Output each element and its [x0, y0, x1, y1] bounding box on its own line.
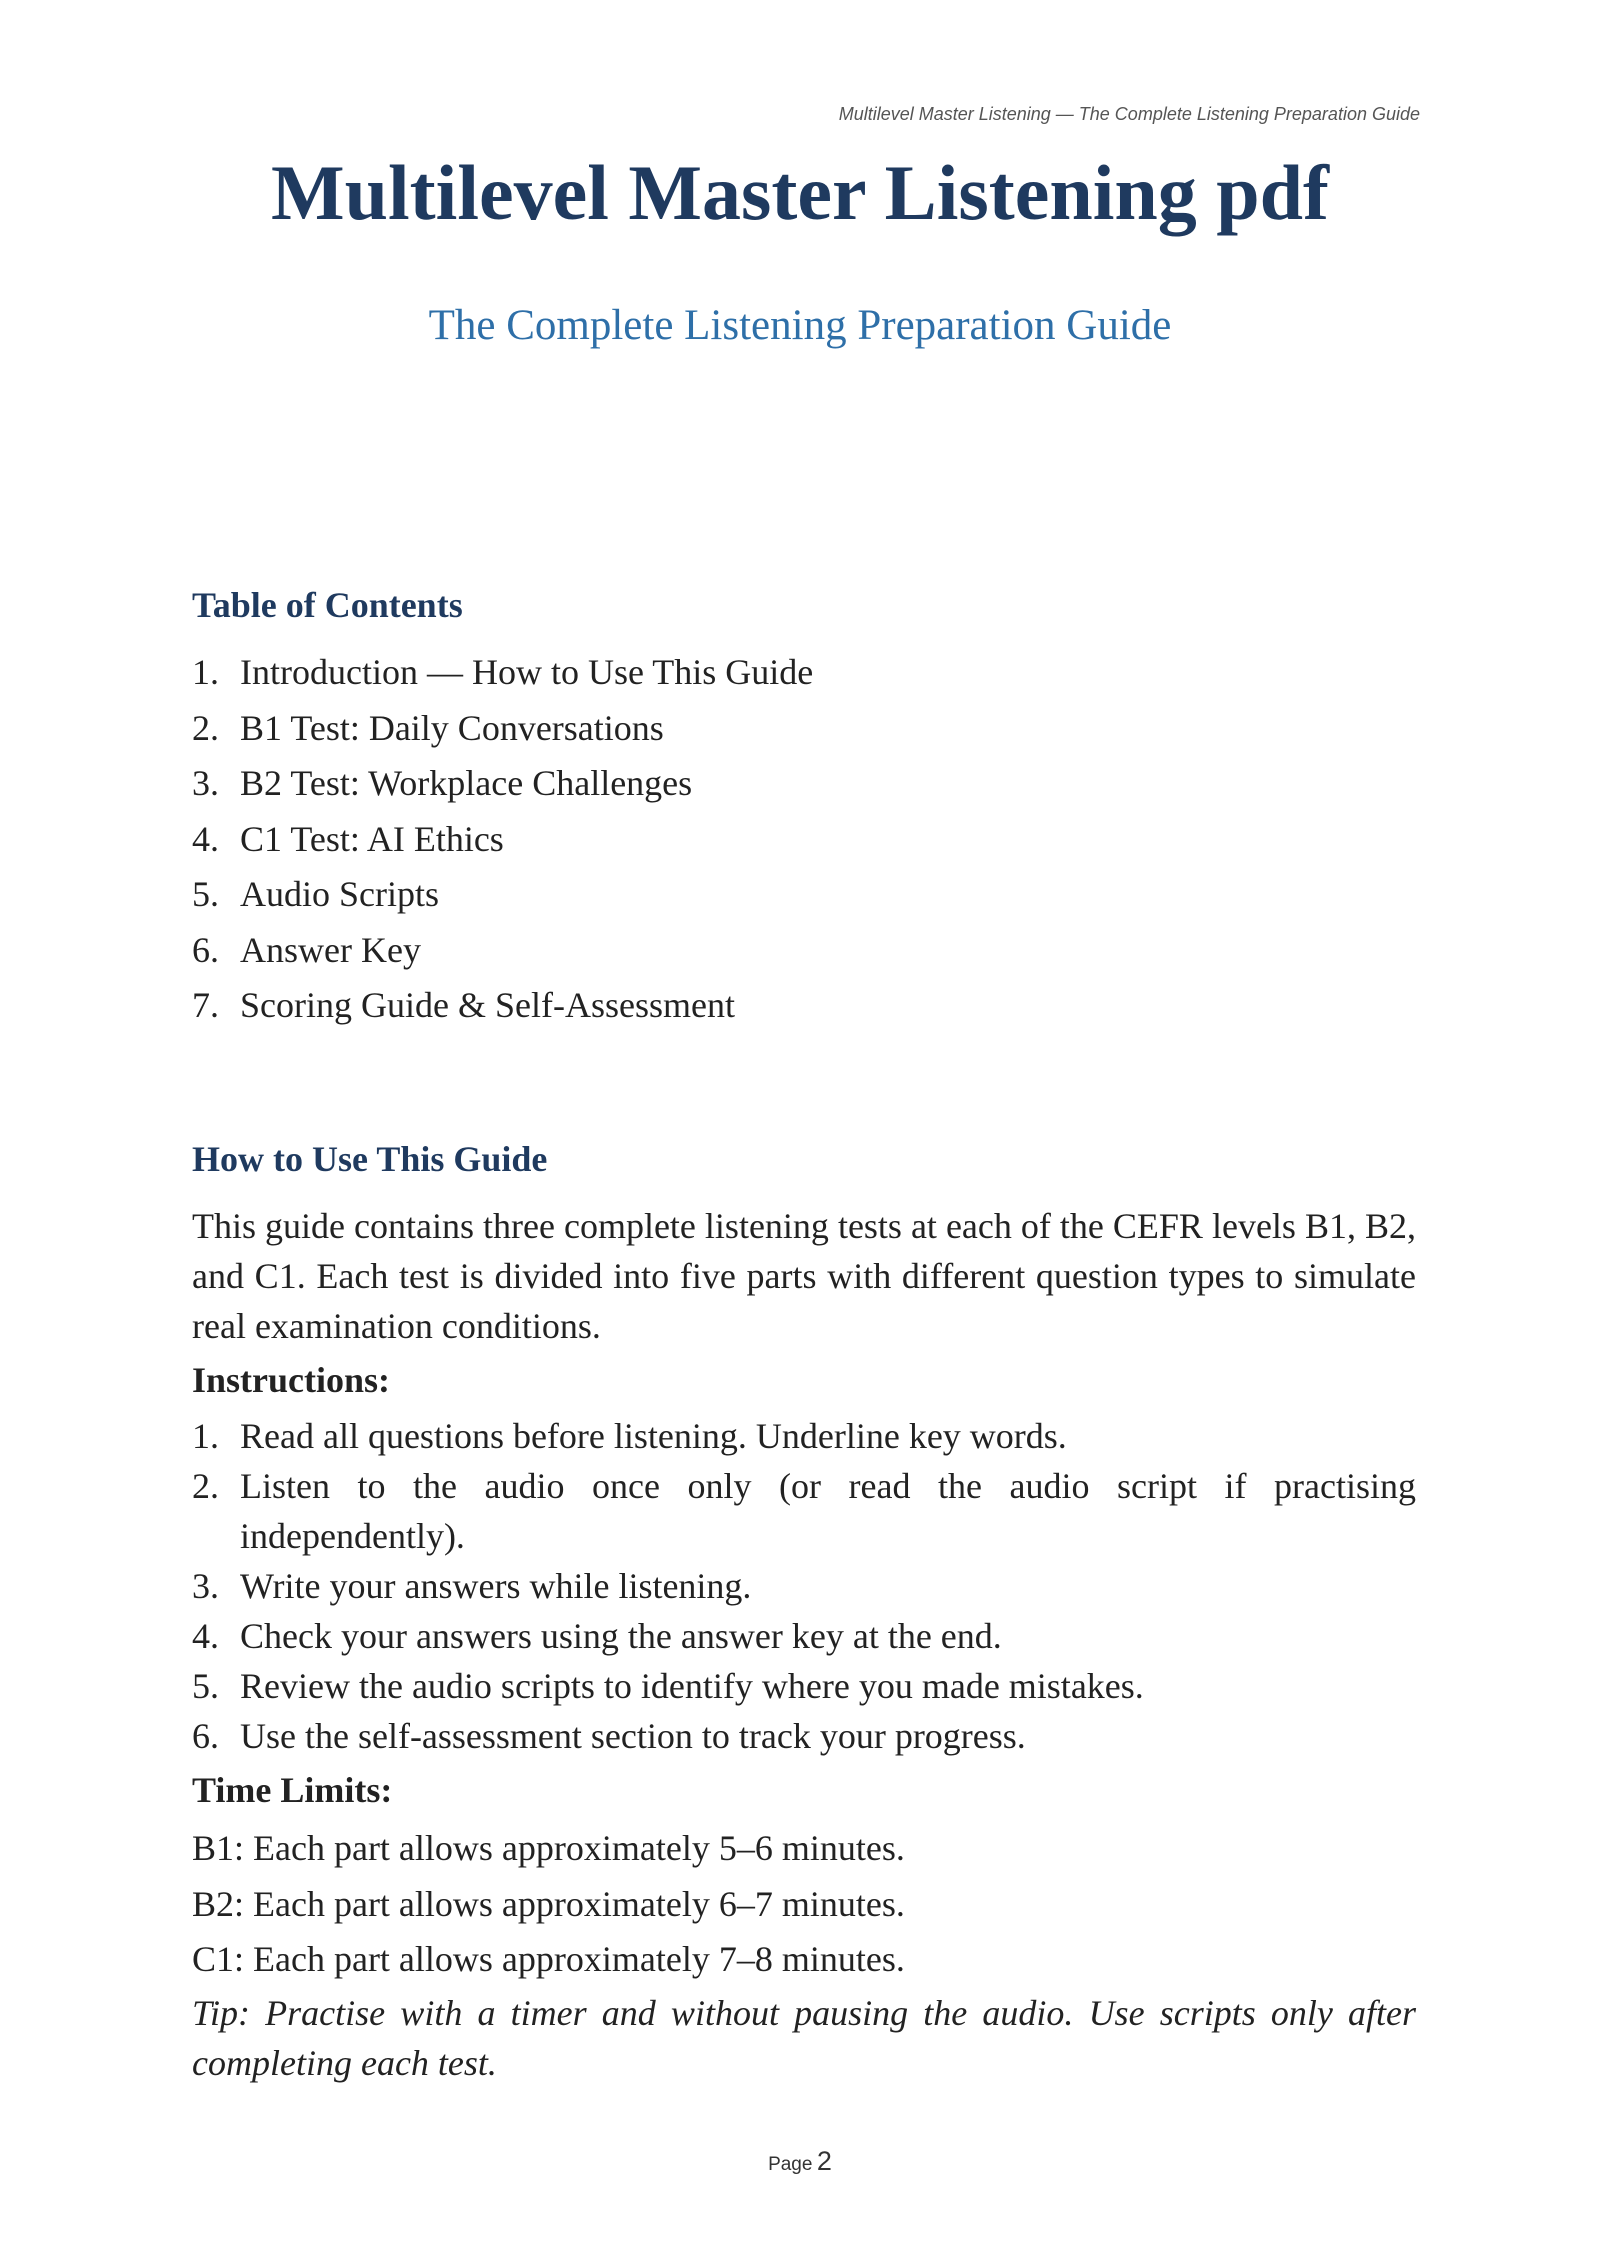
instruction-text: Check your answers using the answer key at the end.: [240, 1616, 1002, 1657]
toc-item-number: 4.: [192, 818, 219, 859]
instruction-number: 2.: [192, 1466, 219, 1507]
document-title: Multilevel Master Listening pdf: [271, 149, 1329, 236]
toc-item-text: B2 Test: Workplace Challenges: [240, 763, 693, 804]
toc-item: [192, 645, 1416, 701]
time-limit-c1: C1: Each part allows approximately 7–8 minutes.: [192, 1939, 905, 1980]
toc-item-number: 5.: [192, 874, 219, 915]
toc-item: [192, 812, 1416, 868]
instruction-text: Review the audio scripts to identify where you made mistakes.: [240, 1666, 1144, 1707]
toc-item-number: 7.: [192, 985, 219, 1026]
time-limit-b1: B1: Each part allows approximately 5–6 minutes.: [192, 1828, 905, 1869]
toc-item-text: Scoring Guide & Self-Assessment: [240, 985, 735, 1026]
guide-heading: How to Use This Guide: [192, 1139, 548, 1179]
toc-item-number: 6.: [192, 929, 219, 970]
document-subtitle: The Complete Listening Preparation Guide: [428, 302, 1172, 349]
toc-item: [192, 701, 1416, 757]
toc-item: [192, 923, 1416, 979]
toc-item-text: Introduction — How to Use This Guide: [240, 652, 814, 693]
toc-item-number: 1.: [192, 652, 219, 693]
instruction-number: 1.: [192, 1416, 219, 1457]
toc-item-text: C1 Test: AI Ethics: [240, 818, 504, 859]
toc-item: [192, 978, 1416, 1034]
toc-item: [192, 756, 1416, 812]
toc-item-text: Audio Scripts: [240, 874, 440, 915]
how-to-use-section: [192, 1138, 1416, 2124]
time-limit-b2: B2: Each part allows approximately 6–7 minutes.: [192, 1883, 905, 1924]
running-header: Multilevel Master Listening — The Complete Listening Preparation Guide: [838, 104, 1420, 124]
toc-item-number: 2.: [192, 707, 219, 748]
toc-item-text: B1 Test: Daily Conversations: [240, 707, 664, 748]
instruction-item: [192, 1661, 1416, 1711]
toc-list: [192, 645, 1416, 1034]
toc-item-text: Answer Key: [240, 929, 421, 970]
guide-intro-paragraph: This guide contains three complete listening tests at each of the CEFR levels B1, B2, and C1. Each test is divided into five parts with different question types to simulate real examination conditions.: [192, 1206, 1416, 1347]
instruction-text: Use the self-assessment section to track your progress.: [240, 1716, 1026, 1757]
toc-item-number: 3.: [192, 763, 219, 804]
toc-heading: Table of Contents: [192, 585, 463, 625]
instruction-number: 3.: [192, 1566, 219, 1607]
instruction-item: [192, 1411, 1416, 1461]
instruction-item: [192, 1561, 1416, 1611]
instruction-item: [192, 1611, 1416, 1661]
instruction-text: Listen to the audio once only (or read the audio script if practising independently).: [240, 1466, 1416, 1557]
instructions-heading: Instructions:: [192, 1360, 391, 1401]
page-footer: [0, 2146, 1600, 2177]
instructions-list: [192, 1411, 1416, 1761]
instruction-text: Write your answers while listening.: [240, 1566, 752, 1607]
instruction-number: 5.: [192, 1666, 219, 1707]
toc-item: [192, 867, 1416, 923]
instruction-item: [192, 1711, 1416, 1761]
page-number: 2: [816, 2146, 832, 2176]
instruction-item: [192, 1461, 1416, 1561]
page-label: Page: [768, 2154, 813, 2175]
practice-tip: Tip: Practise with a timer and without pausing the audio. Use scripts only after completing each test.: [192, 1992, 1416, 2083]
instruction-text: Read all questions before listening. Underline key words.: [240, 1416, 1067, 1457]
instruction-number: 4.: [192, 1616, 219, 1657]
instruction-number: 6.: [192, 1716, 219, 1757]
time-limits-heading: Time Limits:: [192, 1770, 393, 1811]
table-of-contents: [192, 584, 1416, 1034]
